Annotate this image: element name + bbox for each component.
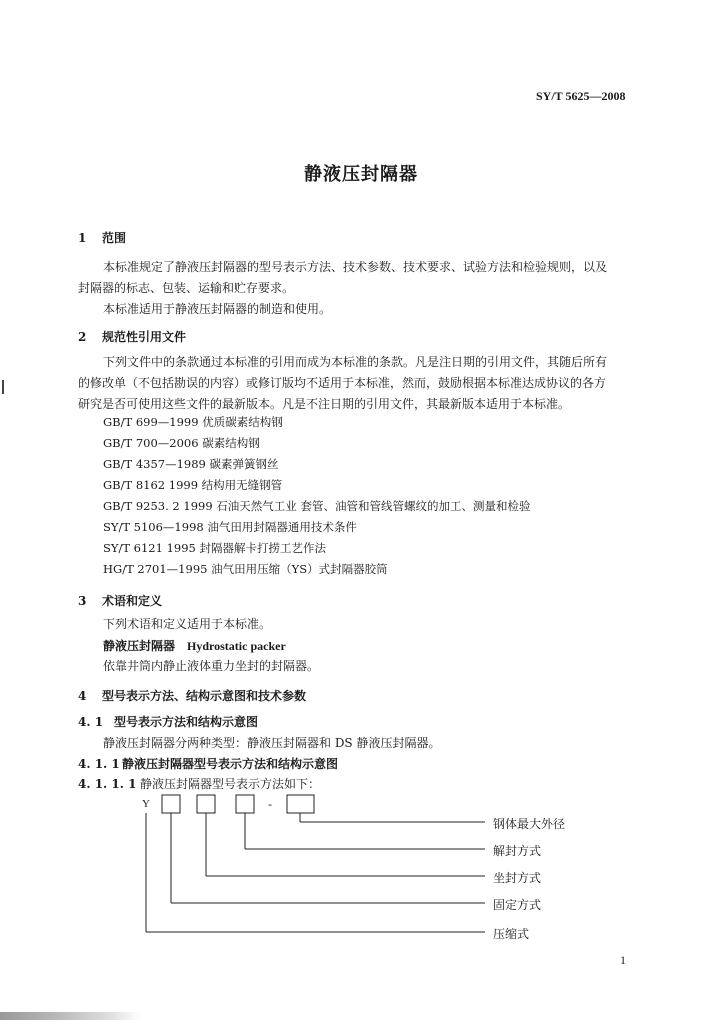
diagram-label: 压缩式 xyxy=(493,927,530,941)
diagram-label: 钢体最大外径 xyxy=(493,817,566,831)
code-box-1 xyxy=(162,795,180,813)
standard-code: SY/T 5625—2008 xyxy=(536,89,626,103)
code-box-3 xyxy=(236,795,254,813)
paragraph-line: 研究是否可使用这些文件的最新版本。凡是不注日期的引用文件，其最新版本适用于本标准。 xyxy=(78,397,571,411)
subsection-title: 型号表示方法和结构示意图 xyxy=(114,715,259,729)
reference-item: GB/T 8162 1999 结构用无缝钢管 xyxy=(103,478,283,492)
code-box-4 xyxy=(287,795,314,813)
term-chinese: 静液压封隔器 xyxy=(103,639,176,653)
subsection-number: 4. 1 xyxy=(78,715,104,729)
reference-item: GB/T 9253. 2 1999 石油天然气工业 套管、油管和管线管螺纹的加工、测量和检验 xyxy=(103,499,531,513)
paragraph-line: 封隔器的标志、包装、运输和贮存要求。 xyxy=(78,281,295,295)
term-definition: 依靠井筒内静止液体重力坐封的封隔器。 xyxy=(103,659,320,673)
section-number: 1 xyxy=(78,231,87,245)
subsection-number: 4. 1. 1 xyxy=(78,757,120,771)
diagram-label: 坐封方式 xyxy=(493,871,542,885)
section-title: 规范性引用文件 xyxy=(102,330,187,344)
paragraph-line: 下列术语和定义适用于本标准。 xyxy=(103,617,272,631)
reference-item: GB/T 700—2006 碳素结构钢 xyxy=(103,436,260,450)
section-number: 4 xyxy=(78,689,87,703)
reference-item: SY/T 5106—1998 油气田用封隔器通用技术条件 xyxy=(103,520,357,534)
term-english: Hydrostatic packer xyxy=(187,639,286,653)
section-title: 型号表示方法、结构示意图和技术参数 xyxy=(102,689,307,703)
subsection-number: 4. 1. 1. 1 xyxy=(78,777,137,791)
paragraph-line: 本标准适用于静液压封隔器的制造和使用。 xyxy=(103,302,332,316)
diagram-dash: - xyxy=(268,797,272,811)
page-number: 1 xyxy=(620,953,626,967)
code-box-2 xyxy=(197,795,215,813)
section-title: 术语和定义 xyxy=(102,594,163,608)
reference-item: GB/T 4357—1989 碳素弹簧钢丝 xyxy=(103,457,279,471)
scan-artifact xyxy=(2,380,4,394)
reference-item: SY/T 6121 1995 封隔器解卡打捞工艺作法 xyxy=(103,541,327,555)
section-title: 范围 xyxy=(102,231,127,245)
section-number: 2 xyxy=(78,330,87,344)
page-title: 静液压封隔器 xyxy=(304,164,418,185)
diagram-label: 解封方式 xyxy=(493,844,542,858)
section-number: 3 xyxy=(78,594,87,608)
paragraph-line: 的修改单（不包括勘误的内容）或修订版均不适用于本标准，然而，鼓励根据本标准达成协议的各方 xyxy=(78,376,607,390)
diagram-label: 固定方式 xyxy=(493,898,542,912)
paragraph-line: 静液压封隔器分两种类型：静液压封隔器和 DS 静液压封隔器。 xyxy=(103,736,441,750)
reference-item: GB/T 699—1999 优质碳素结构钢 xyxy=(103,415,283,429)
scan-artifact xyxy=(0,1012,140,1020)
subsection-text: 静液压封隔器型号表示方法如下： xyxy=(140,777,321,791)
paragraph-line: 下列文件中的条款通过本标准的引用而成为本标准的条款。凡是注日期的引用文件，其随后所有 xyxy=(103,355,608,369)
reference-item: HG/T 2701—1995 油气田用压缩（YS）式封隔器胶筒 xyxy=(103,562,388,576)
paragraph-line: 本标准规定了静液压封隔器的型号表示方法、技术参数、技术要求、试验方法和检验规则，以及 xyxy=(103,260,608,274)
diagram-prefix: Y xyxy=(142,798,150,810)
subsection-title: 静液压封隔器型号表示方法和结构示意图 xyxy=(122,757,339,771)
